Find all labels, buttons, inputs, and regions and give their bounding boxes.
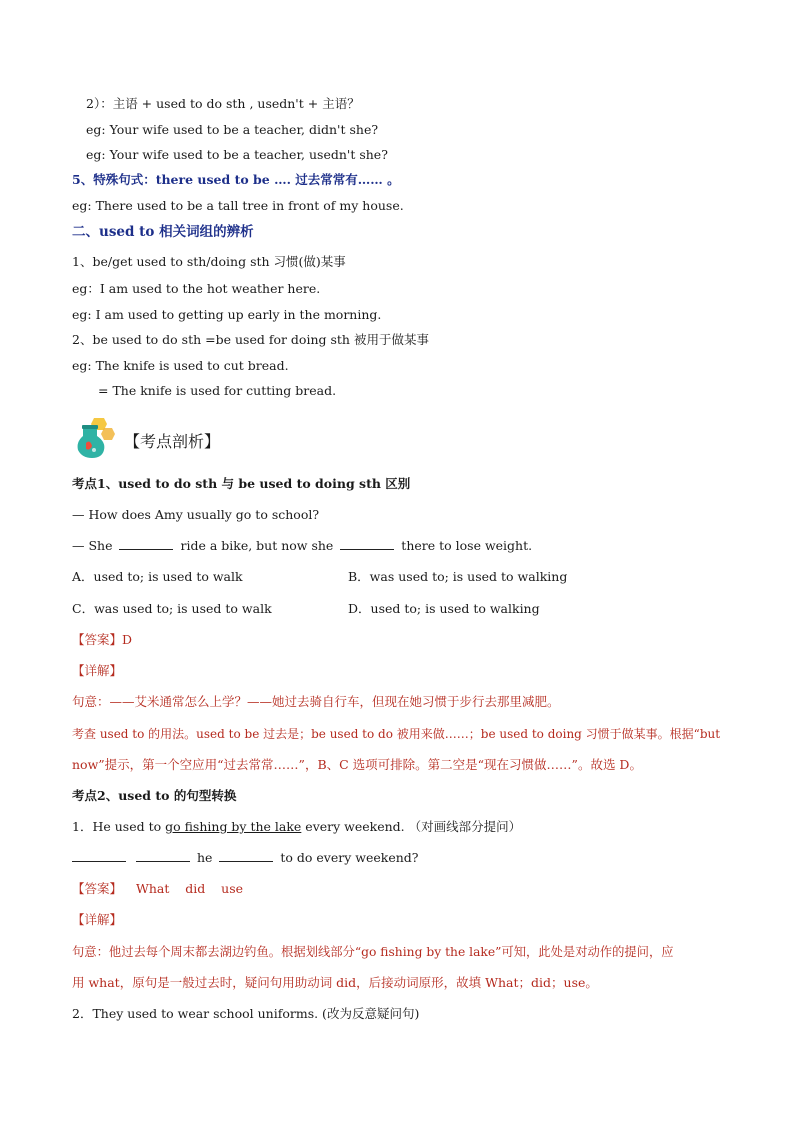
line-eg-7: = The knife is used for cutting bread. bbox=[98, 383, 337, 398]
q2-item1-a: 1．He used to bbox=[72, 819, 166, 834]
q1-explain-1: 句意：——艾米通常怎么上学？——她过去骑自行车，但现在她习惯于步行去那里减肥。 bbox=[72, 694, 560, 709]
q1-explain-2: 考查 used to 的用法。used to be 过去是；be used to do 被用来做……；be used to doing 习惯于做某事。根据“but bbox=[72, 727, 721, 741]
q2-explain-1: 句意：他过去每个周末都去湖边钓鱼。根据划线部分“go fishing by the lake”可知，此处是对动作的提问，应 bbox=[72, 945, 674, 959]
q1-line2 bbox=[72, 538, 532, 554]
flask-icon bbox=[74, 416, 124, 460]
q1-heading: 考点1、used to do sth 与 be used to doing sth 区别 bbox=[72, 476, 411, 491]
q1-answer: 【答案】D bbox=[72, 632, 133, 647]
q2-item1 bbox=[72, 819, 521, 835]
q1-blank-1[interactable] bbox=[119, 539, 173, 550]
q1-option-d[interactable]: D．used to; is used to walking bbox=[348, 601, 540, 616]
line-eg-5: eg: I am used to getting up early in the morning. bbox=[72, 307, 382, 322]
q1-detail-label: 【详解】 bbox=[72, 663, 123, 678]
q2-answer-words: What did use bbox=[136, 881, 244, 896]
line-rule-2: 2）：主语 + used to do sth , usedn't + 主语？ bbox=[86, 96, 360, 111]
line-phrase-1: 1、be/get used to sth/doing sth 习惯(做)某事 bbox=[72, 254, 346, 269]
q2-fill-line bbox=[72, 850, 419, 866]
q2-item2: 2．They used to wear school uniforms. (改为反意疑问句) bbox=[72, 1006, 420, 1021]
q2-heading: 考点2、used to 的句型转换 bbox=[72, 788, 237, 803]
q1-option-c[interactable]: C．was used to; is used to walk bbox=[72, 601, 272, 616]
q1-option-a[interactable]: A．used to; is used to walk bbox=[72, 569, 243, 584]
q1-line1: — How does Amy usually go to school? bbox=[72, 507, 320, 522]
q2-item1-b: every weekend. （对画线部分提问） bbox=[301, 819, 522, 834]
q1-line2-c: there to lose weight. bbox=[401, 538, 533, 553]
q1-blank-2[interactable] bbox=[340, 539, 394, 550]
section-title: 【考点剖析】 bbox=[124, 432, 221, 451]
q2-answer-label: 【答案】 bbox=[72, 881, 123, 896]
line-eg-4: eg：I am used to the hot weather here. bbox=[72, 281, 321, 296]
line-eg-6: eg: The knife is used to cut bread. bbox=[72, 358, 289, 373]
q2-blank-3[interactable] bbox=[219, 851, 273, 862]
line-eg-3: eg: There used to be a tall tree in front of my house. bbox=[72, 198, 404, 213]
line-eg-2: eg: Your wife used to be a teacher, usedn't she? bbox=[86, 147, 388, 162]
q2-detail-label: 【详解】 bbox=[72, 912, 123, 927]
q1-line2-a: — She bbox=[72, 538, 113, 553]
q1-line2-b: ride a bike, but now she bbox=[180, 538, 334, 553]
line-phrase-2: 2、be used to do sth =be used for doing sth 被用于做某事 bbox=[72, 332, 429, 347]
q2-blank-1[interactable] bbox=[72, 851, 126, 862]
q2-answer bbox=[72, 881, 243, 897]
q1-explain-3: now”提示，第一个空应用“过去常常……”，B、C 选项可排除。第二空是“现在习惯做……”。故选 D。 bbox=[72, 757, 642, 772]
q2-item1-underlined: go fishing by the lake bbox=[165, 819, 302, 834]
line-eg-1: eg: Your wife used to be a teacher, didn't she? bbox=[86, 122, 379, 137]
heading-phrases: 二、used to 相关词组的辨析 bbox=[72, 224, 254, 240]
q2-fill-tail: to do every weekend? bbox=[280, 850, 419, 865]
q2-blank-2[interactable] bbox=[136, 851, 190, 862]
q2-fill-he: he bbox=[196, 850, 213, 865]
q2-explain-2: 用 what，原句是一般过去时，疑问句用助动词 did，后接动词原形，故填 What；did；use。 bbox=[72, 975, 598, 990]
q1-option-b[interactable]: B．was used to; is used to walking bbox=[348, 569, 568, 584]
line-special-pattern: 5、特殊句式：there used to be …. 过去常常有…… 。 bbox=[72, 172, 400, 187]
